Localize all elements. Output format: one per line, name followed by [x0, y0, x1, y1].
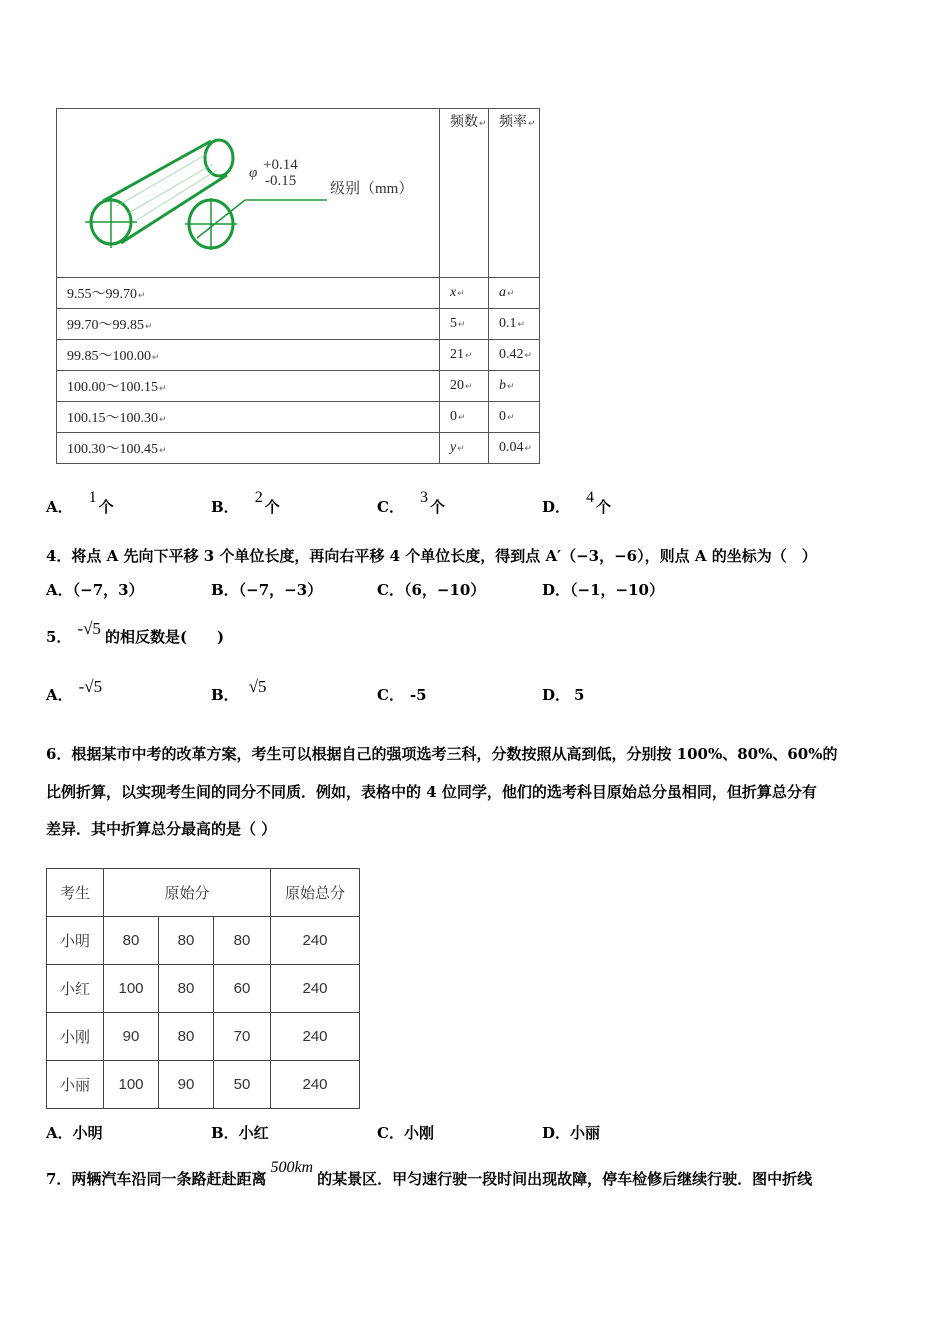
q3-option-d[interactable]: D．4个	[542, 489, 612, 516]
q6-stem-line1: 6．根据某市中考的改革方案，考生可以根据自己的强项选考三科，分数按照从高到低，分别按 100%、80%、60%的	[46, 745, 838, 763]
grade-label: 级别（mm）	[330, 181, 414, 197]
pipe-figure	[77, 134, 337, 254]
header-raw-total: 原始总分	[271, 869, 360, 917]
table-row: 9.55～99.70↵ x↵ a↵	[57, 278, 540, 309]
q5-option-c[interactable]: C． -5	[377, 686, 427, 704]
figure-cell	[57, 109, 440, 278]
q6-option-a[interactable]: A．小明	[46, 1124, 103, 1142]
table-header-row	[57, 109, 540, 278]
q7-distance: 500km	[270, 1159, 314, 1176]
table-row: 99.70～99.85↵ 5↵ 0.1↵	[57, 309, 540, 340]
table-row: 99.85～100.00↵ 21↵ 0.42↵	[57, 340, 540, 371]
q3-option-a[interactable]: A．1个	[46, 489, 114, 516]
frequency-table	[56, 108, 540, 464]
table-row: 小丽 100 90 50 240	[47, 1061, 360, 1109]
score-table	[46, 868, 360, 1109]
q6-option-b[interactable]: B．小红	[211, 1124, 269, 1142]
header-student: 考生	[47, 869, 104, 917]
tolerance-minus: -0.15	[265, 173, 297, 189]
q4-option-a[interactable]: A．（−7，3）	[46, 581, 144, 599]
table-row: 100.15～100.30↵ 0↵ 0↵	[57, 402, 540, 433]
q4-option-b[interactable]: B．（−7，−3）	[211, 581, 323, 599]
q5-option-a[interactable]: A． -√5	[46, 677, 103, 704]
q5-option-b[interactable]: B． √5	[211, 677, 267, 704]
q5-option-d[interactable]: D． 5	[542, 686, 585, 704]
tolerance-plus: +0.14	[263, 157, 298, 173]
q6-stem-line3: 差异．其中折算总分最高的是（ ）	[46, 820, 277, 838]
q4-option-d[interactable]: D．（−1，−10）	[542, 581, 664, 599]
header-frequency-count: 频数↵	[440, 109, 489, 278]
q6-stem-line2: 比例折算，以实现考生间的同分不同质．例如，表格中的 4 位同学，他们的选考科目原始总分虽相同，但折算总分有	[46, 783, 817, 801]
table-row: 100.00～100.15↵ 20↵ b↵	[57, 371, 540, 402]
table-row: 100.30～100.45↵ y↵ 0.04↵	[57, 433, 540, 464]
q4-stem: 4．将点 A 先向下平移 3 个单位长度，再向右平移 4 个单位长度，得到点 A′（−3，−6），则点 A 的坐标为（ ）	[46, 547, 817, 565]
q7-stem: 7．两辆汽车沿同一条路赶赴距离500km的某景区．甲匀速行驶一段时间出现故障，停车检修后继续行驶．图中折线	[46, 1159, 813, 1188]
table-row: 小刚 90 80 70 240	[47, 1013, 360, 1061]
phi-symbol: φ	[249, 165, 258, 181]
q5-stem: 5． -√5 的相反数是( )	[46, 619, 225, 646]
q4-option-c[interactable]: C．（6，−10）	[377, 581, 486, 599]
table-row: 小红 100 80 60 240	[47, 965, 360, 1013]
score-header-row	[47, 869, 360, 917]
q5-math: -√5	[77, 619, 101, 638]
q3-option-b[interactable]: B．2个	[211, 489, 280, 516]
header-raw-score: 原始分	[104, 869, 271, 917]
pipe-back-end	[205, 140, 233, 176]
table-row: 小明 80 80 80 240	[47, 917, 360, 965]
q6-option-c[interactable]: C．小刚	[377, 1124, 434, 1142]
q6-option-d[interactable]: D．小丽	[542, 1124, 601, 1142]
q3-option-c[interactable]: C．3个	[377, 489, 445, 516]
header-frequency-rate: 频率↵	[489, 109, 540, 278]
